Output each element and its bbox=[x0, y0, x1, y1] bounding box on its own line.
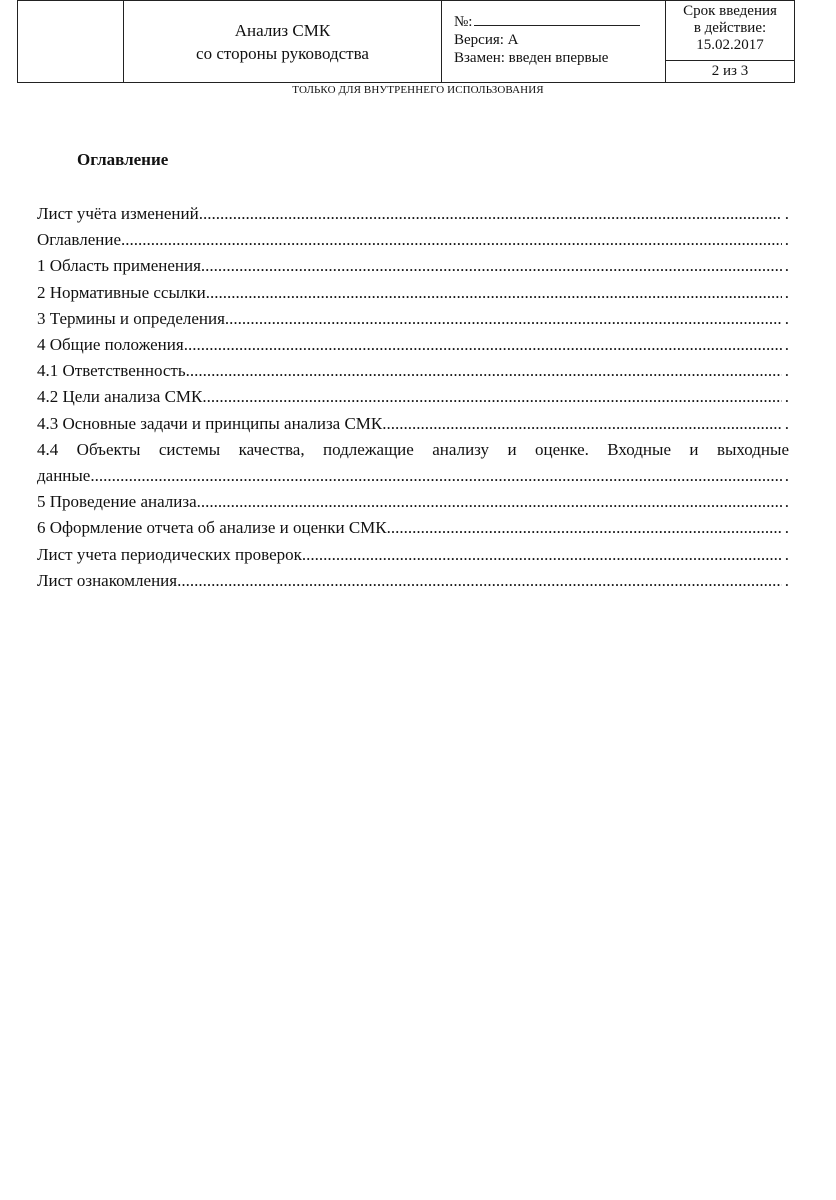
toc-item[interactable]: Лист учета периодических проверок ..... . bbox=[37, 542, 789, 568]
document-version: Версия: А bbox=[454, 32, 519, 48]
number-label: №: bbox=[454, 14, 473, 30]
toc-item[interactable]: Оглавление ..... . bbox=[37, 227, 789, 253]
internal-use-notice: ТОЛЬКО ДЛЯ ВНУТРЕННЕГО ИСПОЛЬЗОВАНИЯ bbox=[292, 84, 544, 96]
toc-title: Оглавление bbox=[77, 150, 169, 169]
document-title-line1: Анализ СМК bbox=[234, 20, 331, 40]
logo-cell bbox=[18, 1, 124, 83]
toc-item[interactable]: 6 Оформление отчета об анализе и оценки СМК ..... . bbox=[37, 515, 789, 541]
effective-label-line2: в действие: bbox=[693, 20, 767, 36]
document-title-cell bbox=[124, 1, 442, 83]
toc-item[interactable]: 4 Общие положения ..... . bbox=[37, 332, 789, 358]
effective-label-line1: Срок введения bbox=[683, 3, 777, 19]
toc-item[interactable]: 4.3 Основные задачи и принципы анализа СМК ..... . bbox=[37, 411, 789, 437]
document-number bbox=[454, 13, 665, 31]
document-title-line2: со стороны руководства bbox=[196, 43, 369, 63]
toc-item[interactable]: Лист ознакомления ..... . bbox=[37, 568, 789, 594]
toc-item[interactable]: 1 Область применения ..... . bbox=[37, 253, 789, 279]
effective-date-cell bbox=[666, 1, 795, 83]
number-blank-line bbox=[474, 13, 640, 26]
toc-item[interactable]: 5 Проведение анализа ..... . bbox=[37, 489, 789, 515]
toc-item[interactable]: 4.1 Ответственность ..... . bbox=[37, 358, 789, 384]
toc-item[interactable]: Лист учёта изменений ..... . bbox=[37, 201, 789, 227]
table-of-contents bbox=[37, 201, 789, 594]
effective-date: 15.02.2017 bbox=[696, 37, 764, 53]
toc-item[interactable]: 2 Нормативные ссылки ..... . bbox=[37, 280, 789, 306]
document-header bbox=[17, 0, 795, 83]
document-meta-cell bbox=[442, 1, 666, 83]
toc-item-continuation[interactable]: данные ..... . bbox=[37, 463, 789, 489]
document-replaces: Взамен: введен впервые bbox=[454, 50, 609, 66]
toc-item[interactable]: 3 Термины и определения ..... . bbox=[37, 306, 789, 332]
toc-item-wrapped[interactable]: 4.4 Объекты системы качества, подлежащие анализу и оценке. Входные и выходные bbox=[37, 439, 789, 459]
toc-item[interactable]: 4.2 Цели анализа СМК ..... . bbox=[37, 384, 789, 410]
page-info: 2 из 3 bbox=[711, 63, 749, 79]
